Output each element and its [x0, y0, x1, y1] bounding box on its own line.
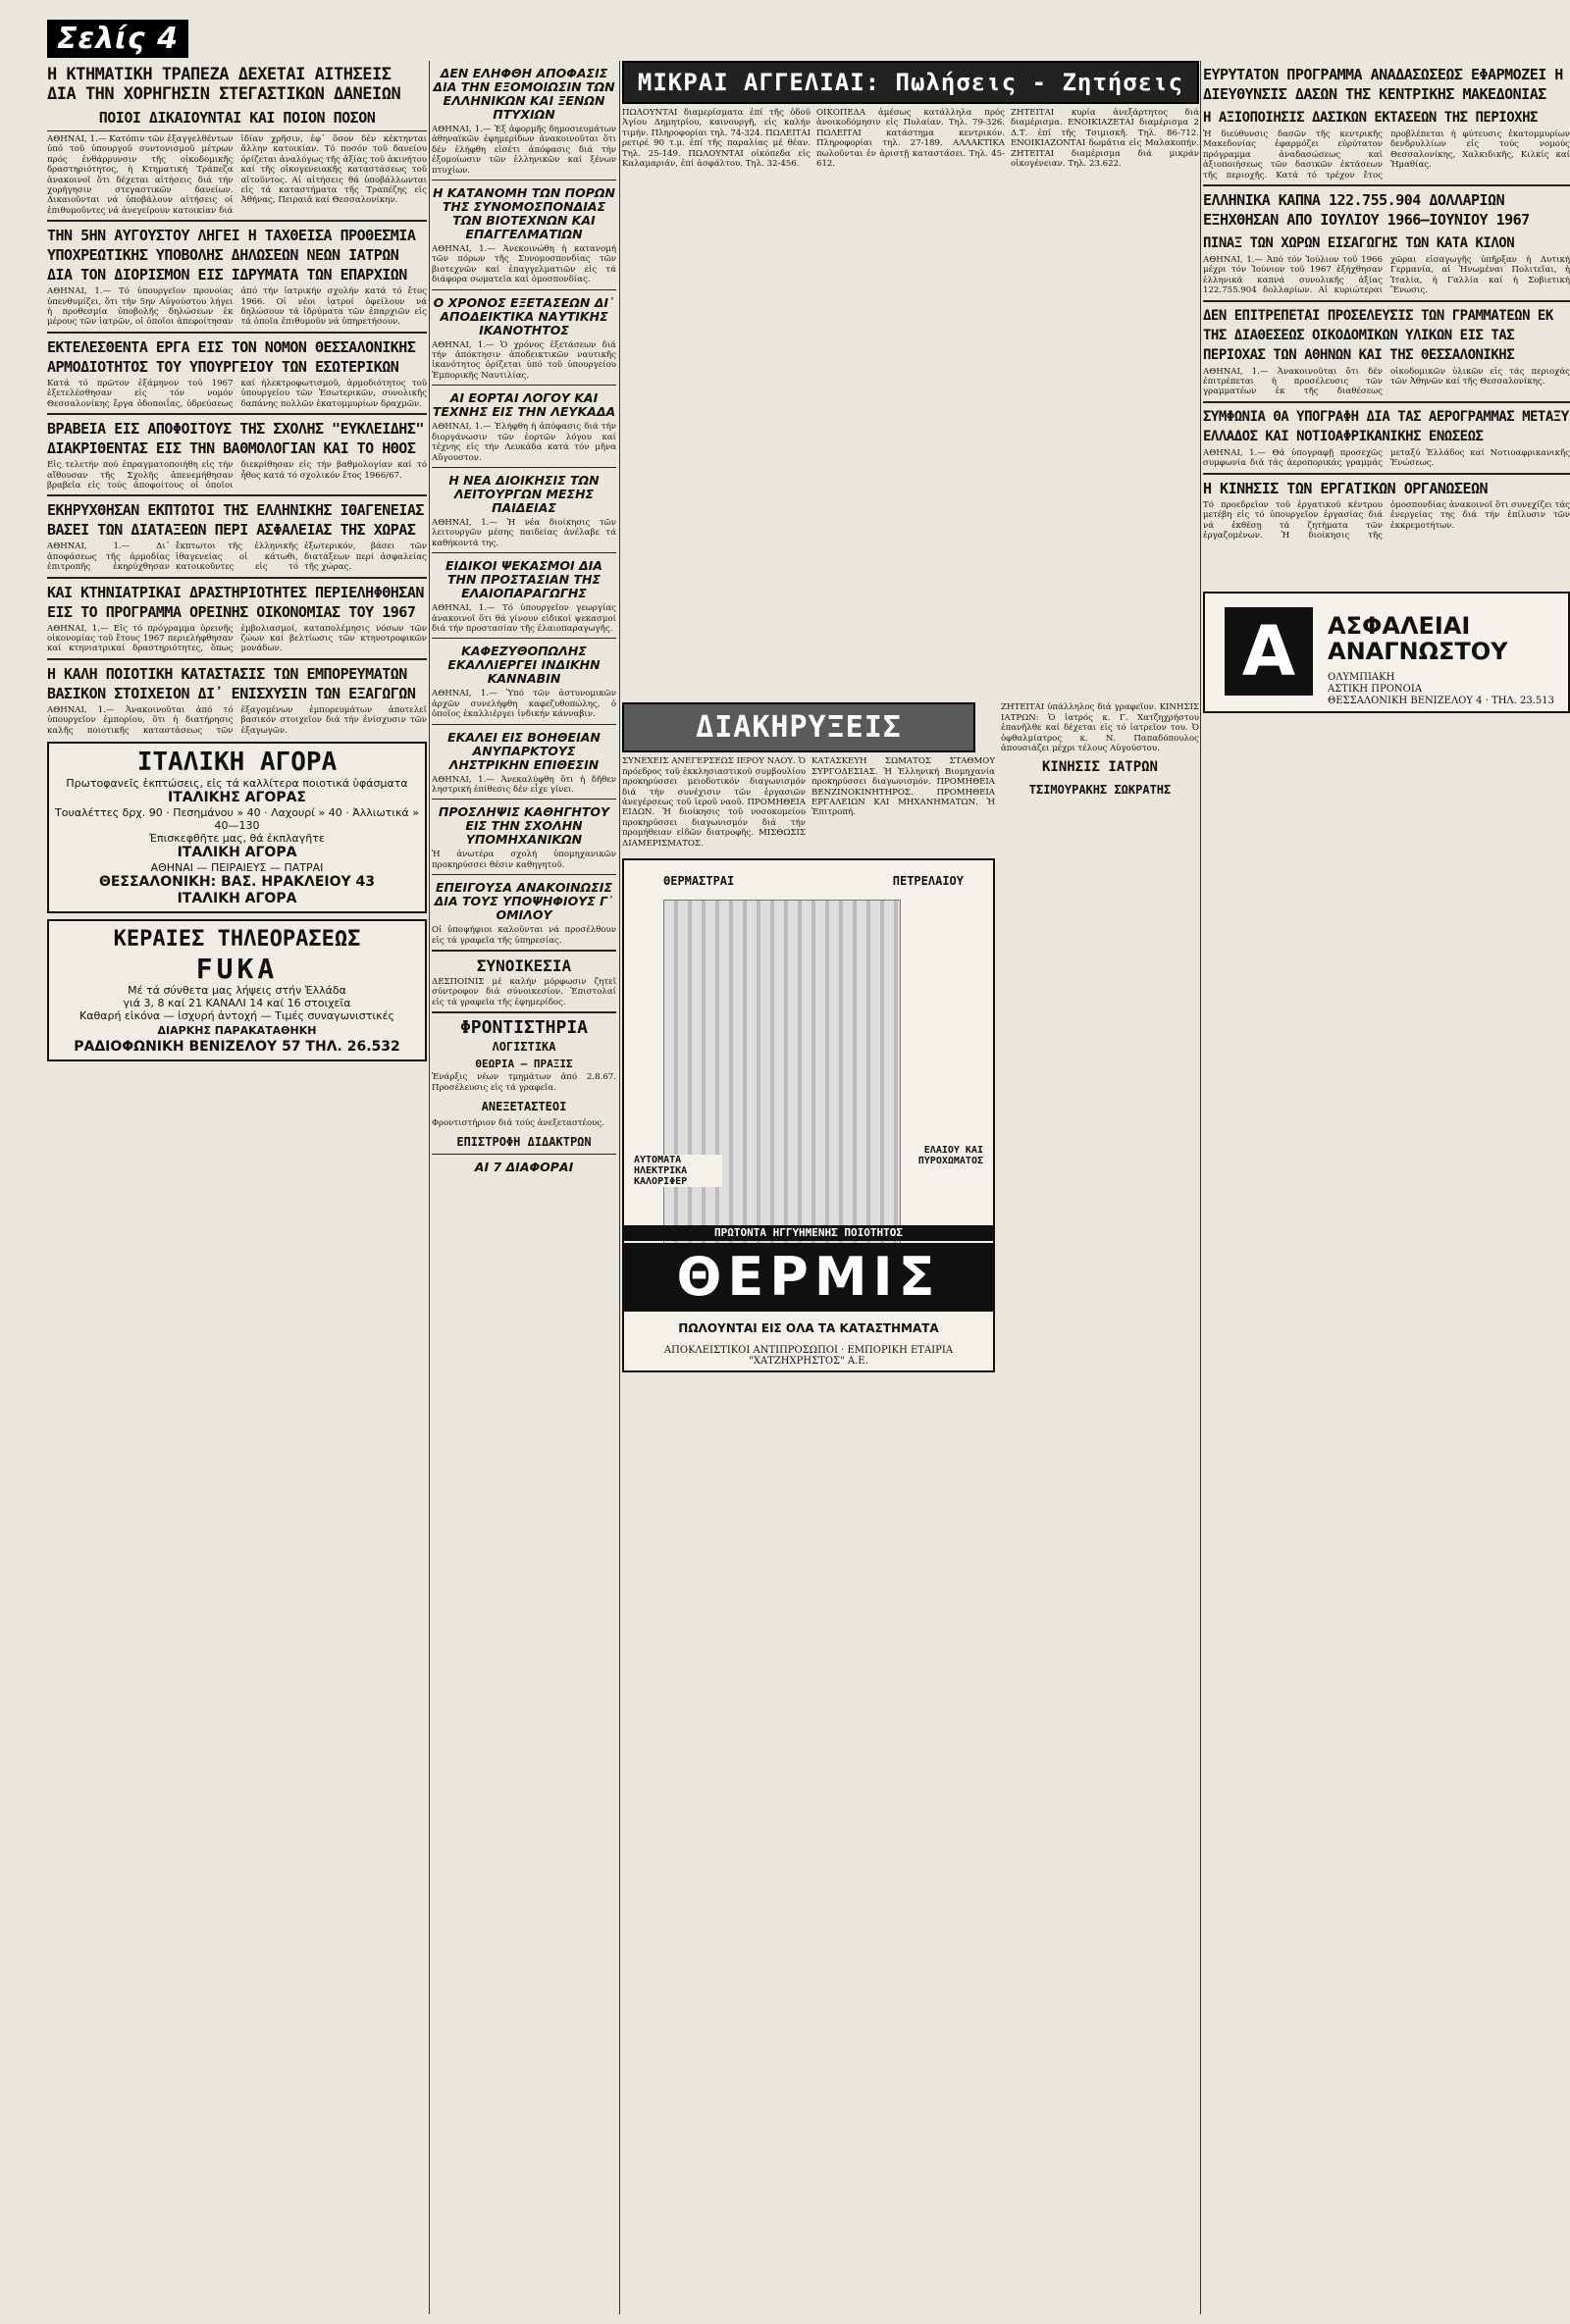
classifieds-filler — [622, 173, 1199, 702]
divider — [432, 385, 616, 386]
column-rule — [1200, 61, 1201, 2314]
section-heading: ΚΙΝΗΣΙΣ ΙΑΤΡΩΝ — [1041, 759, 1158, 776]
decrees-banner: ΔΙΑΚΗΡΥΞΕΙΣ — [622, 702, 975, 752]
divider — [47, 332, 427, 334]
headline: Η ΝΕΑ ΔΙΟΙΚΗΣΙΣ ΤΩΝ ΛΕΙΤΟΥΡΓΩΝ ΜΕΣΗΣ ΠΑΙΔΕΙΑΣ — [448, 472, 600, 515]
decree-text: ΣΥΝΕΧΕΙΣ ΑΝΕΓΕΡΣΕΩΣ ΙΕΡΟΥ ΝΑΟΥ. Ὁ πρόεδρος τοῦ ἐκκλησιαστικοῦ συμβουλίου προκηρύσσει μειοδοτικόν διαγωνισμόν διά τήν συνέχισιν τῶν ἐργασιῶν ἀνεγέρσεως τοῦ ἱεροῦ ναοῦ. ΠΡΟΜΗΘΕΙΑ ΕΙΔΩΝ. Ἡ διοίκησις τοῦ νοσοκομείου προκηρύσσει διαγωνισμόν διά τήν προμήθειαν εἰδῶν διατροφῆς. ΜΙΣΘΩΣΙΣ ΔΙΑΜΕΡΙΣΜΑΤΟΣ. — [622, 756, 806, 849]
divider — [47, 494, 427, 496]
page-number: Σελίς 4 — [47, 20, 188, 58]
article-body: ΑΘΗΝΑΙ, 1.— Ἀνεκοινώθη ἡ κατανομή τῶν πόρων τῆς Συνομοσπονδίας τῶν βιοτεχνῶν καί ἐπαγγελματιῶν εἰς τά διάφορα σωματεῖα καί ὁμοσπονδίας. — [432, 244, 616, 285]
article-body: Κατά τό πρῶτον ἑξάμηνον τοῦ 1967 ἐξετελέσθησαν εἰς τόν νομόν Θεσσαλονίκης ἔργα ὁδοποιΐας, ὑδρεύσεως καί ἠλεκτροφωτισμοῦ, ἀρμοδιότητος τοῦ ὑπουργείου τῶν Ἐσωτερικῶν, συνολικῆς δαπάνης πολλῶν ἑκατομμυρίων δραχμῶν. — [47, 378, 427, 409]
headline: ΕΚΗΡΥΧΘΗΣΑΝ ΕΚΠΤΩΤΟΙ ΤΗΣ ΕΛΛΗΝΙΚΗΣ ΙΘΑΓΕΝΕΙΑΣ ΒΑΣΕΙ ΤΩΝ ΔΙΑΤΑΞΕΩΝ ΠΕΡΙ ΑΣΦΑΛΕΙΑΣ ΤΗΣ ΧΩΡΑΣ — [47, 501, 424, 540]
masthead — [47, 20, 188, 58]
divider — [1203, 401, 1570, 403]
headline: ΕΚΑΛΕΙ ΕΙΣ ΒΟΗΘΕΙΑΝ ΑΝΥΠΑΡΚΤΟΥΣ ΛΗΣΤΡΙΚΗΝ ΕΠΙΘΕΣΙΝ — [447, 729, 601, 772]
article-body: ΑΘΗΝΑΙ, 1.— Ἀνακοινοῦται ἀπό τό ὑπουργεῖον ἐμπορίου, ὅτι ἡ διατήρησις καλῆς ποιοτικῆς καταστάσεως τῶν ἐξαγομένων ἐμπορευμάτων ἀποτελεῖ βασικόν στοιχεῖον διά τήν ἐνίσχυσιν τῶν ἐξαγωγῶν. — [47, 704, 427, 736]
classified-column: ΟΙΚΟΠΕΔΑ ἀμέσως κατάλληλα πρός ἀνοικοδόμησιν εἰς Πυλαίαν. Τηλ. 79-326. ΠΩΛΕΙΤΑΙ κατάστημα κεντρικόν. Πληροφορίαι τηλ. 27-189. ΑΛΛΑΚΤΙΚΑ πωλοῦνται ἐν ἀριστῇ καταστάσει. Τηλ. 45-612. — [816, 108, 1005, 170]
section-heading: ΣΥΝΟΙΚΕΣΙΑ — [476, 956, 572, 975]
headline: ΑΙ ΕΟΡΤΑΙ ΛΟΓΟΥ ΚΑΙ ΤΕΧΝΗΣ ΕΙΣ ΤΗΝ ΛΕΥΚΑΔΑ — [432, 390, 616, 420]
divider — [47, 130, 427, 131]
divider — [432, 638, 616, 639]
headline: ΚΑΦΕΖΥΘΟΠΩΛΗΣ ΕΚΑΛΛΙΕΡΓΕΙ ΙΝΔΙΚΗΝ ΚΑΝΝΑΒΙΝ — [447, 644, 601, 687]
divider — [1203, 184, 1570, 186]
ad-label: ΠΕΤΡΕΛΑΙΟΥ — [892, 874, 964, 889]
spacer — [1203, 544, 1570, 584]
right-classifieds — [1001, 702, 1199, 1372]
decree-text: ΚΑΤΑΣΚΕΥΗ ΣΩΜΑΤΟΣ ΣΤΑΘΜΟΥ ΣΥΡΓΟΔΕΣΙΑΣ. Ἡ Ἑλληνική Βιομηχανία προκηρύσσει διαγωνισμόν. ΠΡΟΜΗΘΕΙΑ ΒΕΝΖΙΝΟΚΙΝΗΤΗΡΟΣ. ΠΡΟΜΗΘΕΙΑ ΕΡΓΑΛΕΙΩΝ ΚΑΙ ΜΗΧΑΝΗΜΑΤΩΝ. Ἡ Ἐπιτροπή. — [811, 756, 995, 818]
ad-line: ΑΣΤΙΚΗ ΠΡΟΝΟΙΑ — [1328, 684, 1423, 696]
ad-label: ΘΕΡΜΑΣΤΡΑΙ — [663, 874, 735, 889]
divider — [432, 874, 616, 875]
article-body: Οἱ ὑποψήφιοι καλοῦνται νά προσέλθουν εἰς τά γραφεῖα τῆς ὑπηρεσίας. — [432, 925, 616, 946]
article-body: ΑΘΗΝΑΙ, 1.— Ὑπό τῶν ἀστυνομικῶν ἀρχῶν συνελήφθη καφεζυθοπώλης, ὁ ὁποῖος ἐκαλλιέργει ἰνδικήν κάνναβιν. — [432, 689, 616, 720]
headline: ΑΙ 7 ΔΙΑΦΟΡΑΙ — [474, 1160, 574, 1175]
ad-line: ΙΤΑΛΙΚΗΣ ΑΓΟΡΑΣ — [168, 789, 306, 805]
ad-line: Μέ τά σύνθετα μας λήψεις στήν Ἑλλάδα — [128, 983, 346, 997]
ad-title — [1328, 613, 1508, 664]
headline: Ο ΧΡΟΝΟΣ ΕΞΕΤΑΣΕΩΝ ΔΙ᾽ ΑΠΟΔΕΙΚΤΙΚΑ ΝΑΥΤΙΚΗΣ ΙΚΑΝΟΤΗΤΟΣ — [433, 294, 615, 337]
ad-tagline: ΠΩΛΟΥΝΤΑΙ ΕΙΣ ΟΛΑ ΤΑ ΚΑΤΑΣΤΗΜΑΤΑ — [678, 1321, 939, 1336]
advertisement-fuka — [47, 919, 427, 1061]
headline: Η ΚΑΤΑΝΟΜΗ ΤΩΝ ΠΟΡΩΝ ΤΗΣ ΣΥΝΟΜΟΣΠΟΝΔΙΑΣ ΤΩΝ ΒΙΟΤΕΧΝΩΝ ΚΑΙ ΕΠΑΓΓΕΛΜΑΤΙΩΝ — [432, 185, 616, 242]
headline: ΣΥΜΦΩΝΙΑ ΘΑ ΥΠΟΓΡΑΦΗ ΔΙΑ ΤΑΣ ΑΕΡΟΓΡΑΜΜΑΣ ΜΕΤΑΞΥ ΕΛΛΑΔΟΣ ΚΑΙ ΝΟΤΙΟΑΦΡΙΚΑΝΙΚΗΣ ΕΝΩΣΕΩΣ — [1203, 408, 1569, 444]
ad-line: Πρωτοφανεῖς ἐκπτώσεις, εἰς τά καλλίτερα ποιοτικά ὑφάσματα — [66, 776, 408, 790]
ad-line: ΟΛΥΜΠΙΑΚΗ — [1328, 672, 1395, 684]
lower-section — [622, 702, 1199, 1372]
divider — [432, 180, 616, 181]
section-subheading: ΛΟΓΙΣΤΙΚΑ — [492, 1040, 556, 1055]
ad-line: γιά 3, 8 καί 21 ΚΑΝΑΛΙ 14 καί 16 στοιχεῖα — [123, 996, 351, 1009]
ad-line: Τουαλέττες δρχ. 90 · Πεσημάνου » 40 · Λαχουρί » 40 · Ἀλλιωτικά » 40—130 — [55, 805, 419, 832]
classifieds-banner: ΜΙΚΡΑΙ ΑΓΓΕΛΙΑΙ: Πωλήσεις - Ζητήσεις — [622, 61, 1199, 104]
headline: ΔΕΝ ΕΠΙΤΡΕΠΕΤΑΙ ΠΡΟΣΕΛΕΥΣΙΣ ΤΩΝ ΓΡΑΜΜΑΤΕΩΝ ΕΚ ΤΗΣ ΔΙΑΘΕΣΕΩΣ ΟΙΚΟΔΟΜΙΚΩΝ ΥΛΙΚΩΝ ΕΙΣ ΤΑΣ ΠΕΡΙΟΧΑΣ ΤΩΝ ΑΘΗΝΩΝ ΚΑΙ ΤΗΣ ΘΕΣΣΑΛΟΝΙΚΗΣ — [1203, 307, 1553, 363]
headline: Η ΚΤΗΜΑΤΙΚΗ ΤΡΑΠΕΖΑ ΔΕΧΕΤΑΙ ΑΙΤΗΣΕΙΣ ΔΙΑ ΤΗΝ ΧΟΡΗΓΗΣΙΝ ΣΤΕΓΑΣΤΙΚΩΝ ΔΑΝΕΙΩΝ — [47, 65, 401, 104]
divider — [1203, 300, 1570, 302]
advertisement-italiki-agora — [47, 742, 427, 913]
divider — [47, 658, 427, 660]
decrees-body — [622, 756, 995, 852]
headline: ΕΙΔΙΚΟΙ ΨΕΚΑΣΜΟΙ ΔΙΑ ΤΗΝ ΠΡΟΣΤΑΣΙΑΝ ΤΗΣ ΕΛΑΙΟΠΑΡΑΓΩΓΗΣ — [445, 558, 602, 601]
classified-text: Φροντιστήριον διά τούς ἀνεξεταστέους. — [432, 1118, 604, 1129]
article-body: ΑΘΗΝΑΙ, 1.— Ἡ νέα διοίκησις τῶν λειτουργῶν μέσης παιδείας ἀνέλαβε τά καθήκοντά της. — [432, 517, 616, 548]
classified-text: ΔΕΣΠΟΙΝΙΣ μέ καλήν μόρφωσιν ζητεῖ σύντροφον διά σύνοικεσίον. Ἐπιστολαί εἰς τά γραφεῖα τῆς ἐφημερίδος. — [432, 977, 616, 1007]
article-body: ΑΘΗΝΑΙ, 1.— Ἐλήφθη ἡ ἀπόφασις διά τήν διοργάνωσιν τῶν ἑορτῶν λόγου καί τέχνης εἰς τήν Λευκάδα κατά τόν μῆνα Αὔγουστον. — [432, 422, 616, 463]
ad-brand: FUKA — [195, 952, 279, 985]
ad-line: ΑΝΑΓΝΩΣΤΟΥ — [1328, 638, 1508, 666]
headline: ΕΥΡΥΤΑΤΟΝ ΠΡΟΓΡΑΜΜΑ ΑΝΑΔΑΣΩΣΕΩΣ ΕΦΑΡΜΟΖΕΙ Η ΔΙΕΥΘΥΝΣΙΣ ΔΑΣΩΝ ΤΗΣ ΚΕΝΤΡΙΚΗΣ ΜΑΚΕΔΟΝΙΑΣ — [1203, 66, 1563, 103]
ad-line: Καθαρή εἰκόνα — ἰσχυρή ἀντοχή — Τιμές συναγωνιστικές — [79, 1008, 394, 1022]
article-body: ΑΘΗΝΑΙ, 1.— Δι᾽ ἀποφάσεως τῆς ἁρμοδίας ἐπιτροπῆς ἐκηρύχθησαν ἔκπτωτοι τῆς ἑλληνικῆς ἰθαγενείας οἱ κάτωθι, κατοικοῦντες εἰς τό ἐξωτερικόν, βάσει τῶν διατάξεων περί ἀσφαλείας τῆς χώρας. — [47, 542, 427, 573]
subheadline: Η ΑΞΙΟΠΟΙΗΣΙΣ ΔΑΣΙΚΩΝ ΕΚΤΑΣΕΩΝ ΤΗΣ ΠΕΡΙΟΧΗΣ — [1203, 110, 1538, 126]
ad-line: ΑΣΦΑΛΕΙΑΙ — [1328, 612, 1471, 641]
article-body: ΑΘΗΝΑΙ, 1.— Κατόπιν τῶν ἐξαγγελθέντων ὑπό τοῦ ὑπουργοῦ συντονισμοῦ μέτρων πρός ἐνθάρρυνσιν τῆς οἰκοδομικῆς δραστηριότητος, ἡ Κτηματική Τράπεζα ἀνακοινοῖ ὅτι δέχεται αἰτήσεις διά τήν χορήγησιν στεγαστικῶν δανείων. Δικαιοῦνται νά ὑποβάλουν αἰτήσεις οἱ ἐπιθυμοῦντες νά ἀνεγείρουν κατοικίαν διά ἰδίαν χρῆσιν, ἐφ᾽ ὅσον δέν κέκτηνται ἄλλην κατοικίαν. Τό ποσόν τοῦ δανείου ὁρίζεται ἀναλόγως τῆς ἀξίας τοῦ ἀκινήτου καί τῆς οἰκογενειακῆς καταστάσεως τοῦ αἰτοῦντος. Αἱ αἰτήσεις θά ὑποβάλλωνται εἰς τά καταστήματα τῆς Τραπέζης εἰς Ἀθήνας, Πειραιᾶ καί Θεσσαλονίκην. — [47, 134, 427, 216]
section-subheading: ΤΣΙΜΟΥΡΑΚΗΣ ΣΩΚΡΑΤΗΣ — [1028, 783, 1172, 798]
headline: ΒΡΑΒΕΙΑ ΕΙΣ ΑΠΟΦΟΙΤΟΥΣ ΤΗΣ ΣΧΟΛΗΣ "ΕΥΚΛΕΙΔΗΣ" ΔΙΑΚΡΙΘΕΝΤΑΣ ΕΙΣ ΤΗΝ ΒΑΘΜΟΛΟΓΙΑΝ ΚΑΙ ΤΟ ΗΘΟΣ — [47, 420, 424, 458]
radiator-illustration — [663, 900, 901, 1274]
divider — [432, 1154, 616, 1155]
ad-sub — [1328, 672, 1554, 707]
headline: Η ΚΙΝΗΣΙΣ ΤΩΝ ΕΡΓΑΤΙΚΩΝ ΟΡΓΑΝΩΣΕΩΝ — [1203, 479, 1489, 497]
anagnostou-logo: Α — [1225, 607, 1313, 696]
headline: ΤΗΝ 5ΗΝ ΑΥΓΟΥΣΤΟΥ ΛΗΓΕΙ Η ΤΑΧΘΕΙΣΑ ΠΡΟΘΕΣΜΙΑ ΥΠΟΧΡΕΩΤΙΚΗΣ ΥΠΟΒΟΛΗΣ ΔΗΛΩΣΕΩΝ ΝΕΩΝ ΙΑΤΡΩΝ ΔΙΑ ΤΟΝ ΔΙΟΡΙΣΜΟΝ ΕΙΣ ΙΔΡΥΜΑΤΑ ΤΩΝ ΕΠΑΡΧΙΩΝ — [47, 227, 416, 284]
classified-column: ΠΩΛΟΥΝΤΑΙ διαμερίσματα ἐπί τῆς ὁδοῦ Ἀγίου Δημητρίου, καινουργῆ, εἰς καλήν τιμήν. Πληροφορίαι τηλ. 74-324. ΠΩΛΕΙΤΑΙ ρετιρέ 90 τ.μ. ἐπί τῆς παραλίας μέ θέαν. Τηλ. 25-149. ΠΩΛΟΥΝΤΑΙ οἰκόπεδα εἰς Καλαμαριάν, ἐπί ἀσφάλτου. Τηλ. 32-456. — [622, 108, 811, 170]
divider — [47, 220, 427, 222]
column-4 — [1203, 61, 1570, 2314]
ad-title: ΙΤΑΛΙΚΗ ΑΓΟΡΑ — [136, 747, 338, 777]
article-body: ΑΘΗΝΑΙ, 1.— Τό ὑπουργεῖον γεωργίας ἀνακοινοῖ ὅτι θά γίνουν εἰδικοί ψεκασμοί διά τήν προστασίαν τῆς ἐλαιοπαραγωγῆς. — [432, 603, 616, 634]
ad-title: ΚΕΡΑΙΕΣ ΤΗΛΕΟΡΑΣΕΩΣ — [113, 926, 361, 952]
divider — [432, 552, 616, 553]
article-body: ΑΘΗΝΑΙ, 1.— Θά ὑπογραφῇ προσεχῶς συμφωνία διά τάς ἀεροπορικάς γραμμάς μεταξύ Ἑλλάδος καί Νοτιοαφρικανικῆς Ἑνώσεως. — [1203, 447, 1570, 469]
article-body: ΑΘΗΝΑΙ, 1.— Ἐξ ἀφορμῆς δημοσιευμάτων ἀθηναϊκῶν ἐφημερίδων ἀνακοινοῦται ὅτι δέν ἐλήφθη εἰσέτι ἀπόφασις διά τήν ἐξομοίωσιν τῶν ἑλληνικῶν καί ξένων πτυχίων. — [432, 125, 616, 176]
article-body: ΑΘΗΝΑΙ, 1.— Τό ὑπουργεῖον προνοίας ὑπενθυμίζει, ὅτι τήν 5ην Αὐγούστου λήγει ἡ προθεσμία ὑποβολῆς δηλώσεων ἐκ μέρους τῶν ἰατρῶν, οἱ ὁποῖοι ἀπεφοίτησαν ἀπό τήν ἰατρικήν σχολήν κατά τό ἔτος 1966. Οἱ νέοι ἰατροί ὀφείλουν νά δηλώσουν τά ἰδρύματα τῶν ἐπαρχιῶν εἰς τά ὁποῖα ἐπιθυμοῦν νά ὑπηρετήσουν. — [47, 286, 427, 328]
column-2 — [432, 61, 616, 2314]
section-subheading: ΕΠΙΣΤΡΟΦΗ ΔΙΔΑΚΤΡΩΝ — [456, 1135, 592, 1150]
section-heading: ΦΡΟΝΤΙΣΤΗΡΙΑ — [459, 1017, 589, 1039]
headline: ΔΕΝ ΕΛΗΦΘΗ ΑΠΟΦΑΣΙΣ ΔΙΑ ΤΗΝ ΕΞΟΜΟΙΩΣΙΝ ΤΩΝ ΕΛΛΗΝΙΚΩΝ ΚΑΙ ΞΕΝΩΝ ΠΤΥΧΙΩΝ — [433, 66, 615, 122]
classified-text: Ἐνάρξις νέων τμημάτων ἀπό 2.8.67. Προσέλευσις εἰς τά γραφεῖα. — [432, 1072, 616, 1093]
headline: Η ΚΑΛΗ ΠΟΙΟΤΙΚΗ ΚΑΤΑΣΤΑΣΙΣ ΤΩΝ ΕΜΠΟΡΕΥΜΑΤΩΝ ΒΑΣΙΚΟΝ ΣΤΟΙΧΕΙΟΝ ΔΙ᾽ ΕΝΙΣΧΥΣΙΝ ΤΩΝ ΕΞΑΓΩΓΩΝ — [47, 664, 416, 702]
article-body: Εἰς τελετήν πού ἐπραγματοποιήθη εἰς τήν αἴθουσαν τῆς Σχολῆς ἀπενεμήθησαν βραβεῖα εἰς τούς ἀποφοίτους οἱ ὁποῖοι διεκρίθησαν εἰς τήν βαθμολογίαν καί τό ἦθος κατά τό σχολικόν ἔτος 1966/67. — [47, 460, 427, 491]
column-rule — [619, 61, 620, 2314]
column-3 — [622, 61, 1199, 2314]
article-body: ΑΘΗΝΑΙ, 1.— Εἰς τό πρόγραμμα ὀρεινῆς οἰκονομίας τοῦ ἔτους 1967 περιελήφθησαν καί κτηνιατρικαί δραστηριότητες, ὅπως ἐμβολιασμοί, καταπολέμησις νόσων τῶν ζώων καί βελτίωσις τῶν κτηνοτροφικῶν μονάδων. — [47, 623, 427, 654]
headline: ΕΚΤΕΛΕΣΘΕΝΤΑ ΕΡΓΑ ΕΙΣ ΤΟΝ ΝΟΜΟΝ ΘΕΣΣΑΛΟΝΙΚΗΣ ΑΡΜΟΔΙΟΤΗΤΟΣ ΤΟΥ ΥΠΟΥΡΓΕΙΟΥ ΤΩΝ ΕΣΩΤΕΡΙΚΩΝ — [47, 337, 416, 376]
headline: ΕΛΛΗΝΙΚΑ ΚΑΠΝΑ 122.755.904 ΔΟΛΛΑΡΙΩΝ ΕΞΗΧΘΗΣΑΝ ΑΠΟ ΙΟΥΛΙΟΥ 1966—ΙΟΥΝΙΟΥ 1967 — [1203, 191, 1530, 230]
section-subheading: ΑΝΕΞΕΤΑΣΤΕΟΙ — [481, 1100, 567, 1114]
ad-agent: ΑΠΟΚΛΕΙΣΤΙΚΟΙ ΑΝΤΙΠΡΟΣΩΠΟΙ · ΕΜΠΟΡΙΚΗ ΕΤΑΙΡΙΑ "ΧΑΤΖΗΧΡΗΣΤΟΣ" Α.Ε. — [663, 1345, 954, 1368]
insurance-advertisement — [1203, 592, 1570, 713]
ad-line: ΑΘΗΝΑΙ — ΠΕΙΡΑΙΕΥΣ — ΠΑΤΡΑΙ — [150, 860, 324, 874]
divider — [432, 950, 616, 952]
article-body: ΑΘΗΝΑΙ, 1.— Ἀνακοινοῦται ὅτι δέν ἐπιτρέπεται ἡ προσέλευσις τῶν γραμματέων ἐκ τῆς διαθέσεως οἰκοδομικῶν ὑλικῶν εἰς τάς περιοχάς τῶν Ἀθηνῶν καί τῆς Θεσσαλονίκης. — [1203, 366, 1570, 397]
article-body: ΑΘΗΝΑΙ, 1.— Ἀπό τόν Ἰούλιον τοῦ 1966 μέχρι τόν Ἰούνιον τοῦ 1967 ἐξήχθησαν ἑλληνικά καπνά συνολικῆς ἀξίας 122.755.904 δολλαρίων. Αἱ κυριώτεραι χῶραι εἰσαγωγῆς ὑπῆρξαν ἡ Δυτική Γερμανία, αἱ Ἡνωμέναι Πολιτεῖαι, ἡ Ἰταλία, ἡ Γαλλία καί ἡ Σοβιετική Ἕνωσις. — [1203, 255, 1570, 296]
section-subheading: ΘΕΩΡΙΑ — ΠΡΑΞΙΣ — [475, 1058, 573, 1071]
article-body: Τό προεδρεῖον τοῦ ἐργατικοῦ κέντρου μετέβη εἰς τό ὑπουργεῖον ἐργασίας διά νά ἐκθέσῃ τά ζητήματα τῶν ἐργαζομένων. Ἡ διοίκησις τῆς ὁμοσπονδίας ἀνακοινοῖ ὅτι συνεχίζει τάς ἐνεργείας της διά τήν ἐπίλυσιν τῶν ἐκκρεμοτήτων. — [1203, 499, 1570, 541]
ad-line: Ἐπισκεφθῆτε μας, θά ἐκπλαγῆτε — [149, 831, 325, 845]
article-body: ΑΘΗΝΑΙ, 1.— Ἀνεκαλύφθη ὅτι ἡ δῆθεν ληστρική ἐπίθεσις δέν εἶχε γίνει. — [432, 774, 616, 795]
divider — [432, 467, 616, 468]
ad-label: ΑΥΤΟΜΑΤΑ ΗΛΕΚΤΡΙΚΑ ΚΑΛΟΡΙΦΕΡ — [634, 1155, 722, 1187]
divider — [432, 1011, 616, 1013]
decrees-and-ad — [622, 702, 995, 1372]
subheadline: ΠΟΙΟΙ ΔΙΚΑΙΟΥΝΤΑΙ ΚΑΙ ΠΟΙΟΝ ΠΟΣΟΝ — [98, 109, 376, 127]
thermis-advertisement — [622, 858, 995, 1372]
ad-brand: ΘΕΡΜΙΣ — [624, 1243, 993, 1312]
divider — [432, 724, 616, 725]
article-body: ΑΘΗΝΑΙ, 1.— Ὁ χρόνος ἐξετάσεων διά τήν ἀπόκτησιν ἀποδεικτικῶν ναυτικῆς ἱκανότητος ὁρίζεται ὑπό τοῦ ὑπουργείου Ἐμπορικῆς Ναυτιλίας. — [432, 339, 616, 381]
headline: ΚΑΙ ΚΤΗΝΙΑΤΡΙΚΑΙ ΔΡΑΣΤΗΡΙΟΤΗΤΕΣ ΠΕΡΙΕΛΗΦΘΗΣΑΝ ΕΙΣ ΤΟ ΠΡΟΓΡΑΜΜΑ ΟΡΕΙΝΗΣ ΟΙΚΟΝΟΜΙΑΣ ΤΟΥ 1967 — [47, 583, 424, 621]
headline: ΕΠΕΙΓΟΥΣΑ ΑΝΑΚΟΙΝΩΣΙΣ ΔΙΑ ΤΟΥΣ ΥΠΟΨΗΦΙΟΥΣ Γ᾽ ΟΜΙΛΟΥ — [434, 880, 614, 923]
divider — [1203, 473, 1570, 475]
subheadline: ΠΙΝΑΞ ΤΩΝ ΧΩΡΩΝ ΕΙΣΑΓΩΓΗΣ ΤΩΝ ΚΑΤΑ ΚΙΛΟΝ — [1203, 235, 1515, 252]
ad-label: ΠΡΩΤΟΝΤΑ ΗΓΓΥΗΜΕΝΗΣ ΠΟΙΟΤΗΤΟΣ — [624, 1225, 993, 1241]
headline: ΠΡΟΣΛΗΨΙΣ ΚΑΘΗΓΗΤΟΥ ΕΙΣ ΤΗΝ ΣΧΟΛΗΝ ΥΠΟΜΗΧΑΝΙΚΩΝ — [438, 804, 610, 848]
ad-line: ΔΙΑΡΚΗΣ ΠΑΡΑΚΑΤΑΘΗΚΗ — [157, 1023, 317, 1037]
ad-address: ΘΕΣΣΑΛΟΝΙΚΗ ΒΕΝΙΖΕΛΟΥ 4 · ΤΗΛ. 23.513 — [1328, 696, 1555, 707]
article-body: Ἡ ἀνωτέρα σχολή ὑπομηχανικῶν προκηρύσσει θέσιν καθηγητοῦ. — [432, 850, 616, 870]
ad-label: ΕΛΑΙΟΥ ΚΑΙ ΠΥΡΟΧΩΜΑΤΟΣ — [917, 1145, 983, 1167]
classifieds-grid — [622, 108, 1199, 173]
article-body: Ἡ διεύθυνσις δασῶν τῆς κεντρικῆς Μακεδονίας ἐφαρμόζει εὐρύτατον πρόγραμμα ἀναδασώσεως καί ἀξιοποιήσεως τῶν δασικῶν ἐκτάσεων τῆς περιοχῆς. Κατά τό τρέχον ἔτος προβλέπεται ἡ φύτευσις ἑκατομμυρίων δενδρυλλίων εἰς τούς νομούς Θεσσαλονίκης, Χαλκιδικῆς, Κιλκίς καί Ἡμαθίας. — [1203, 129, 1570, 181]
column-1 — [47, 61, 427, 2314]
column-rule — [429, 61, 430, 2314]
divider — [432, 799, 616, 800]
ad-address: ΡΑΔΙΟΦΩΝΙΚΗ ΒΕΝΙΖΕΛΟΥ 57 ΤΗΛ. 26.532 — [74, 1038, 400, 1055]
ad-line: ΙΤΑΛΙΚΗ ΑΓΟΡΑ — [177, 890, 297, 906]
divider — [47, 577, 427, 579]
classified-column: ΖΗΤΕΙΤΑΙ κυρία ἀνεξάρτητος διά διαμέρισμα. ΕΝΟΙΚΙΑΖΕΤΑΙ διαμέρισμα 2 Δ.Τ. ἐπί τῆς Τσιμισκῆ. Τηλ. 86-712. ΕΝΟΙΚΙΑΖΟΝΤΑΙ δωμάτια εἰς Μαλακοπήν. ΖΗΤΕΙΤΑΙ διαμέρισμα διά μικράν οἰκογένειαν. Τηλ. 23.622. — [1011, 108, 1199, 170]
divider — [432, 289, 616, 290]
ad-address: ΘΕΣΣΑΛΟΝΙΚΗ: ΒΑΣ. ΗΡΑΚΛΕΙΟΥ 43 — [98, 873, 376, 890]
divider — [47, 413, 427, 415]
ad-line: ΙΤΑΛΙΚΗ ΑΓΟΡΑ — [177, 844, 297, 860]
classified-text: ΖΗΤΕΙΤΑΙ ὑπάλληλος διά γραφεῖον. ΚΙΝΗΣΙΣ ΙΑΤΡΩΝ: Ὁ ἰατρός κ. Γ. Χατζηχρήστου ἐπανῆλθε καί δέχεται εἰς τό ἰατρεῖον του. Ὁ ὀφθαλμίατρος κ. Ν. Παπαδόπουλος ἀπουσιάζει μέχρι τέλους Αὐγούστου. — [1001, 702, 1199, 754]
